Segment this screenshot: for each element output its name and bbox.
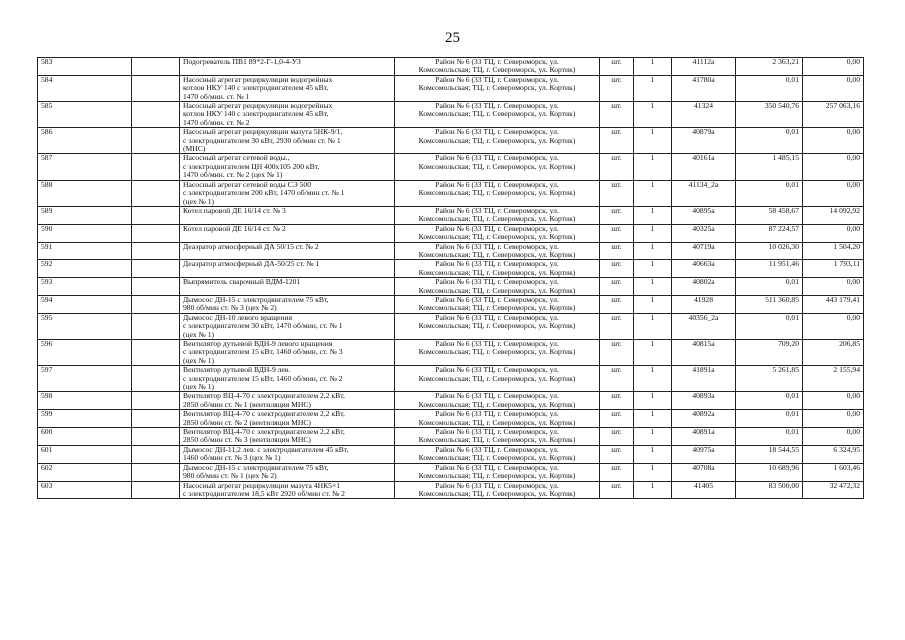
row-number-cell: 598	[38, 392, 132, 410]
row-number-cell: 586	[38, 128, 132, 154]
unit-cell: шт.	[600, 260, 634, 278]
table-row	[38, 224, 864, 242]
row-number-cell: 588	[38, 180, 132, 206]
row-number-cell: 596	[38, 340, 132, 366]
inventory-number-cell: 41928	[672, 295, 736, 313]
residual-value-cell: 1 793,11	[803, 260, 864, 278]
address-cell: Район № 6 (33 ТЦ, г. Североморск, ул. Комсомольская; ТЦ, г. Североморск, ул. Кортик)	[395, 224, 600, 242]
quantity-cell: 1	[634, 128, 672, 154]
inventory-number-cell: 40815а	[672, 340, 736, 366]
residual-value-cell: 443 179,41	[803, 295, 864, 313]
page-number: 25	[445, 30, 460, 46]
row-number-cell: 593	[38, 278, 132, 296]
item-name-cell: Насосный агрегат рециркуляции водогрейных котлов НКУ 140 с электродвигателем 45 кВт, 1470 об/мин. ст. № 2	[180, 102, 395, 128]
initial-value-cell: 5 261,85	[736, 366, 803, 392]
unit-cell: шт.	[600, 366, 634, 392]
unit-cell: шт.	[600, 481, 634, 499]
row-number-cell: 585	[38, 102, 132, 128]
residual-value-cell: 206,85	[803, 340, 864, 366]
initial-value-cell: 58 458,67	[736, 206, 803, 224]
quantity-cell: 1	[634, 75, 672, 101]
row-number-cell: 583	[38, 58, 132, 76]
residual-value-cell: 2 155,94	[803, 366, 864, 392]
row-number-cell: 587	[38, 154, 132, 180]
inventory-number-cell: 40161а	[672, 154, 736, 180]
unit-cell: шт.	[600, 224, 634, 242]
residual-value-cell: 0,00	[803, 392, 864, 410]
address-cell: Район № 6 (33 ТЦ, г. Североморск, ул. Комсомольская; ТЦ, г. Североморск, ул. Кортик)	[395, 75, 600, 101]
residual-value-cell: 0,00	[803, 410, 864, 428]
blank-cell	[132, 75, 180, 101]
row-number-cell: 597	[38, 366, 132, 392]
quantity-cell: 1	[634, 260, 672, 278]
item-name-cell: Вентилятор ВЦ-4-70 с электродвигателем 2,2 кВт, 2850 об/мин ст. № 1 (вентиляция МНС)	[180, 392, 395, 410]
blank-cell	[132, 366, 180, 392]
table-row	[38, 260, 864, 278]
inventory-number-cell: 40891а	[672, 428, 736, 446]
blank-cell	[132, 295, 180, 313]
unit-cell: шт.	[600, 392, 634, 410]
residual-value-cell: 0,00	[803, 75, 864, 101]
address-cell: Район № 6 (33 ТЦ, г. Североморск, ул. Комсомольская; ТЦ, г. Североморск, ул. Кортик)	[395, 278, 600, 296]
blank-cell	[132, 428, 180, 446]
blank-cell	[132, 410, 180, 428]
unit-cell: шт.	[600, 180, 634, 206]
quantity-cell: 1	[634, 428, 672, 446]
inventory-number-cell: 40975а	[672, 445, 736, 463]
item-name-cell: Деаэратор атмосферный ДА 50/15 ст. № 2	[180, 242, 395, 260]
quantity-cell: 1	[634, 102, 672, 128]
row-number-cell: 590	[38, 224, 132, 242]
initial-value-cell: 350 540,76	[736, 102, 803, 128]
quantity-cell: 1	[634, 206, 672, 224]
table-row	[38, 242, 864, 260]
inventory-number-cell: 40663а	[672, 260, 736, 278]
address-cell: Район № 6 (33 ТЦ, г. Североморск, ул. Комсомольская; ТЦ, г. Североморск, ул. Кортик)	[395, 206, 600, 224]
unit-cell: шт.	[600, 128, 634, 154]
address-cell: Район № 6 (33 ТЦ, г. Североморск, ул. Комсомольская; ТЦ, г. Североморск, ул. Кортик)	[395, 128, 600, 154]
row-number-cell: 603	[38, 481, 132, 499]
blank-cell	[132, 260, 180, 278]
inventory-number-cell: 40895а	[672, 206, 736, 224]
residual-value-cell: 0,00	[803, 278, 864, 296]
inventory-number-cell: 41112а	[672, 58, 736, 76]
item-name-cell: Подогреватель ПВ1 89*2-Г-1,0-4-УЗ	[180, 58, 395, 76]
table-row	[38, 58, 864, 76]
quantity-cell: 1	[634, 481, 672, 499]
quantity-cell: 1	[634, 313, 672, 339]
unit-cell: шт.	[600, 102, 634, 128]
quantity-cell: 1	[634, 295, 672, 313]
residual-value-cell: 0,00	[803, 154, 864, 180]
address-cell: Район № 6 (33 ТЦ, г. Североморск, ул. Комсомольская; ТЦ, г. Североморск, ул. Кортик)	[395, 295, 600, 313]
item-name-cell: Дымосос ДН-11,2 лев. с электродвигателем 45 кВт, 1460 об/мин ст. № 3 (цех № 1)	[180, 445, 395, 463]
residual-value-cell: 0,00	[803, 128, 864, 154]
inventory-number-cell: 40719а	[672, 242, 736, 260]
initial-value-cell: 0,01	[736, 410, 803, 428]
address-cell: Район № 6 (33 ТЦ, г. Североморск, ул. Комсомольская; ТЦ, г. Североморск, ул. Кортик)	[395, 463, 600, 481]
blank-cell	[132, 154, 180, 180]
item-name-cell: Дымосос ДН-10 левого вращения с электродвигателем 30 кВт, 1470 об/мин, ст. № 1 (цех № 1)	[180, 313, 395, 339]
residual-value-cell: 0,00	[803, 180, 864, 206]
residual-value-cell: 0,00	[803, 58, 864, 76]
table-row	[38, 313, 864, 339]
row-number-cell: 591	[38, 242, 132, 260]
quantity-cell: 1	[634, 154, 672, 180]
table-body	[38, 58, 864, 499]
unit-cell: шт.	[600, 428, 634, 446]
inventory-number-cell: 40879а	[672, 128, 736, 154]
inventory-number-cell: 40802а	[672, 278, 736, 296]
address-cell: Район № 6 (33 ТЦ, г. Североморск, ул. Комсомольская; ТЦ, г. Североморск, ул. Кортик)	[395, 180, 600, 206]
item-name-cell: Вентилятор ВЦ-4-70 с электродвигателем 2,2 кВт, 2850 об/мин ст. № 3 (вентиляция МНС)	[180, 428, 395, 446]
initial-value-cell: 0,01	[736, 392, 803, 410]
row-number-cell: 589	[38, 206, 132, 224]
item-name-cell: Насосный агрегат сетевой воды СЭ 500 с электродвигателем 200 кВт, 1470 об/мин ст. № 1 (цех № 1)	[180, 180, 395, 206]
blank-cell	[132, 128, 180, 154]
initial-value-cell: 0,01	[736, 128, 803, 154]
inventory-number-cell: 40325а	[672, 224, 736, 242]
initial-value-cell: 709,20	[736, 340, 803, 366]
row-number-cell: 595	[38, 313, 132, 339]
blank-cell	[132, 58, 180, 76]
quantity-cell: 1	[634, 242, 672, 260]
row-number-cell: 584	[38, 75, 132, 101]
initial-value-cell: 0,01	[736, 313, 803, 339]
unit-cell: шт.	[600, 313, 634, 339]
address-cell: Район № 6 (33 ТЦ, г. Североморск, ул. Комсомольская; ТЦ, г. Североморск, ул. Кортик)	[395, 154, 600, 180]
quantity-cell: 1	[634, 410, 672, 428]
residual-value-cell: 257 063,16	[803, 102, 864, 128]
inventory-number-cell: 41134_2а	[672, 180, 736, 206]
address-cell: Район № 6 (33 ТЦ, г. Североморск, ул. Комсомольская; ТЦ, г. Североморск, ул. Кортик)	[395, 428, 600, 446]
table-row	[38, 154, 864, 180]
table-row	[38, 128, 864, 154]
table-row	[38, 410, 864, 428]
table-row	[38, 366, 864, 392]
table-row	[38, 278, 864, 296]
residual-value-cell: 6 324,95	[803, 445, 864, 463]
quantity-cell: 1	[634, 58, 672, 76]
initial-value-cell: 87 224,57	[736, 224, 803, 242]
inventory-number-cell: 41780а	[672, 75, 736, 101]
blank-cell	[132, 206, 180, 224]
blank-cell	[132, 463, 180, 481]
unit-cell: шт.	[600, 278, 634, 296]
item-name-cell: Насосный агрегат рециркуляции водогрейных котлов НКУ 140 с электродвигателем 45 кВт, 1470 об/мин. ст. № 1	[180, 75, 395, 101]
blank-cell	[132, 242, 180, 260]
asset-table	[37, 57, 864, 499]
address-cell: Район № 6 (33 ТЦ, г. Североморск, ул. Комсомольская; ТЦ, г. Североморск, ул. Кортик)	[395, 366, 600, 392]
table-row	[38, 463, 864, 481]
inventory-number-cell: 40893а	[672, 392, 736, 410]
inventory-number-cell: 40356_2а	[672, 313, 736, 339]
item-name-cell: Котел паровой ДЕ 16/14 ст. № 3	[180, 206, 395, 224]
row-number-cell: 600	[38, 428, 132, 446]
quantity-cell: 1	[634, 366, 672, 392]
unit-cell: шт.	[600, 206, 634, 224]
table-row	[38, 445, 864, 463]
address-cell: Район № 6 (33 ТЦ, г. Североморск, ул. Комсомольская; ТЦ, г. Североморск, ул. Кортик)	[395, 481, 600, 499]
quantity-cell: 1	[634, 340, 672, 366]
initial-value-cell: 0,01	[736, 428, 803, 446]
table-row	[38, 206, 864, 224]
initial-value-cell: 11 951,46	[736, 260, 803, 278]
table-row	[38, 340, 864, 366]
inventory-number-cell: 41324	[672, 102, 736, 128]
address-cell: Район № 6 (33 ТЦ, г. Североморск, ул. Комсомольская; ТЦ, г. Североморск, ул. Кортик)	[395, 260, 600, 278]
residual-value-cell: 0,00	[803, 313, 864, 339]
unit-cell: шт.	[600, 154, 634, 180]
item-name-cell: Насосный агрегат рециркуляции мазута 4НК5×1 с электродвигателем 18,5 кВт 2920 об/мин ст. № 2	[180, 481, 395, 499]
unit-cell: шт.	[600, 340, 634, 366]
table-row	[38, 180, 864, 206]
blank-cell	[132, 224, 180, 242]
item-name-cell: Дымосос ДН-15 с электродвигателем 75 кВт, 980 об/мин ст. № 1 (цех № 2)	[180, 463, 395, 481]
address-cell: Район № 6 (33 ТЦ, г. Североморск, ул. Комсомольская; ТЦ, г. Североморск, ул. Кортик)	[395, 340, 600, 366]
residual-value-cell: 14 092,92	[803, 206, 864, 224]
table-row	[38, 481, 864, 499]
item-name-cell: Насосный агрегат сетевой воды., с электродвигателем ЦН 400х105 200 кВт, 1470 об/мин. ст. № 2 (цех № 1)	[180, 154, 395, 180]
quantity-cell: 1	[634, 278, 672, 296]
item-name-cell: Вентилятор дутьевой ВДН-9 лев. с электродвигателем 15 кВт, 1460 об/мин, ст. № 2 (цех № 1)	[180, 366, 395, 392]
unit-cell: шт.	[600, 463, 634, 481]
row-number-cell: 599	[38, 410, 132, 428]
inventory-number-cell: 41405	[672, 481, 736, 499]
row-number-cell: 601	[38, 445, 132, 463]
row-number-cell: 592	[38, 260, 132, 278]
row-number-cell: 594	[38, 295, 132, 313]
inventory-number-cell: 40892а	[672, 410, 736, 428]
initial-value-cell: 0,01	[736, 75, 803, 101]
address-cell: Район № 6 (33 ТЦ, г. Североморск, ул. Комсомольская; ТЦ, г. Североморск, ул. Кортик)	[395, 445, 600, 463]
address-cell: Район № 6 (33 ТЦ, г. Североморск, ул. Комсомольская; ТЦ, г. Североморск, ул. Кортик)	[395, 58, 600, 76]
quantity-cell: 1	[634, 392, 672, 410]
item-name-cell: Выпрямитель сварочный ВДМ-1201	[180, 278, 395, 296]
quantity-cell: 1	[634, 445, 672, 463]
item-name-cell: Насосный агрегат рециркуляции мазута 5НК-9/1, с электродвигателем 30 кВт, 2930 об/мин ст. № 1 (МНС)	[180, 128, 395, 154]
unit-cell: шт.	[600, 242, 634, 260]
initial-value-cell: 0,01	[736, 278, 803, 296]
unit-cell: шт.	[600, 445, 634, 463]
initial-value-cell: 511 360,85	[736, 295, 803, 313]
unit-cell: шт.	[600, 75, 634, 101]
initial-value-cell: 1 485,15	[736, 154, 803, 180]
item-name-cell: Вентилятор ВЦ-4-70 с электродвигателем 2,2 кВт, 2850 об/мин ст. № 2 (вентиляция МНС)	[180, 410, 395, 428]
table-row	[38, 75, 864, 101]
item-name-cell: Дымосос ДН-15 с электродвигателем 75 кВт, 980 об/мин ст. № 3 (цех № 2)	[180, 295, 395, 313]
initial-value-cell: 10 689,96	[736, 463, 803, 481]
blank-cell	[132, 180, 180, 206]
unit-cell: шт.	[600, 58, 634, 76]
inventory-number-cell: 40708а	[672, 463, 736, 481]
table-row	[38, 428, 864, 446]
item-name-cell: Вентилятор дутьевой ВДН-9 левого вращения с электродвигателем 15 кВт, 1460 об/мин, ст. № 3 (цех № 1)	[180, 340, 395, 366]
table-row	[38, 392, 864, 410]
initial-value-cell: 0,01	[736, 180, 803, 206]
blank-cell	[132, 340, 180, 366]
blank-cell	[132, 481, 180, 499]
residual-value-cell: 1 504,20	[803, 242, 864, 260]
initial-value-cell: 18 544,55	[736, 445, 803, 463]
blank-cell	[132, 278, 180, 296]
residual-value-cell: 0,00	[803, 428, 864, 446]
quantity-cell: 1	[634, 463, 672, 481]
unit-cell: шт.	[600, 295, 634, 313]
table-row	[38, 102, 864, 128]
blank-cell	[132, 445, 180, 463]
address-cell: Район № 6 (33 ТЦ, г. Североморск, ул. Комсомольская; ТЦ, г. Североморск, ул. Кортик)	[395, 313, 600, 339]
address-cell: Район № 6 (33 ТЦ, г. Североморск, ул. Комсомольская; ТЦ, г. Североморск, ул. Кортик)	[395, 102, 600, 128]
blank-cell	[132, 392, 180, 410]
residual-value-cell: 1 603,46	[803, 463, 864, 481]
blank-cell	[132, 313, 180, 339]
item-name-cell: Деаэратор атмосферный ДА-50/25 ст. № 1	[180, 260, 395, 278]
item-name-cell: Котел паровой ДЕ 16/14 ст. № 2	[180, 224, 395, 242]
table-row	[38, 295, 864, 313]
quantity-cell: 1	[634, 224, 672, 242]
address-cell: Район № 6 (33 ТЦ, г. Североморск, ул. Комсомольская; ТЦ, г. Североморск, ул. Кортик)	[395, 242, 600, 260]
unit-cell: шт.	[600, 410, 634, 428]
blank-cell	[132, 102, 180, 128]
initial-value-cell: 83 500,00	[736, 481, 803, 499]
residual-value-cell: 32 472,32	[803, 481, 864, 499]
inventory-number-cell: 41891а	[672, 366, 736, 392]
initial-value-cell: 10 026,30	[736, 242, 803, 260]
initial-value-cell: 2 363,21	[736, 58, 803, 76]
row-number-cell: 602	[38, 463, 132, 481]
address-cell: Район № 6 (33 ТЦ, г. Североморск, ул. Комсомольская; ТЦ, г. Североморск, ул. Кортик)	[395, 410, 600, 428]
residual-value-cell: 0,00	[803, 224, 864, 242]
address-cell: Район № 6 (33 ТЦ, г. Североморск, ул. Комсомольская; ТЦ, г. Североморск, ул. Кортик)	[395, 392, 600, 410]
quantity-cell: 1	[634, 180, 672, 206]
